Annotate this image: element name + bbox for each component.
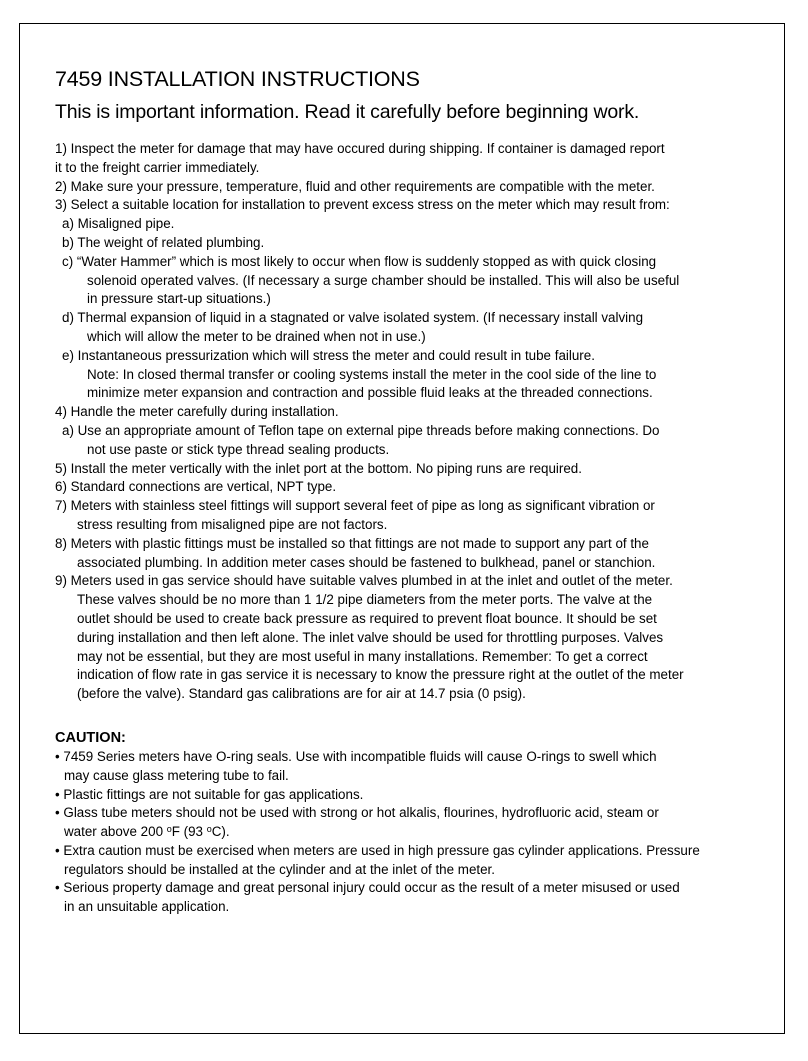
caution-text: F (93 [171,824,207,840]
step-line: associated plumbing. In addition meter cases should be fastened to bulkhead, panel or stanchion. [77,554,656,570]
caution-line: regulators should be installed at the cylinder and at the inlet of the meter. [64,861,495,877]
step-line: 7) Meters with stainless steel fittings will support several feet of pipe as long as significant vibration or [55,498,655,514]
step-line: 8) Meters with plastic fittings must be installed so that fittings are not made to support any part of the [55,535,649,551]
step-line: 5) Install the meter vertically with the inlet port at the bottom. No piping runs are required. [55,460,582,476]
step-line: 9) Meters used in gas service should have suitable valves plumbed in at the inlet and outlet of the meter. [55,573,673,589]
step-line: in pressure start-up situations.) [87,291,271,307]
caution-list [55,748,770,917]
step-line: 2) Make sure your pressure, temperature, fluid and other requirements are compatible with the meter. [55,178,655,194]
caution-line: • Extra caution must be exercised when meters are used in high pressure gas cylinder applications. Pressure [55,842,700,858]
step-line: solenoid operated valves. (If necessary a surge chamber should be installed. This will also be useful [87,272,680,288]
step-line: d) Thermal expansion of liquid in a stagnated or valve isolated system. (If necessary install valving [62,310,644,326]
step-line: a) Use an appropriate amount of Teflon tape on external pipe threads before making connections. Do [62,422,660,438]
caution-line: may cause glass metering tube to fail. [64,767,289,783]
step-line: minimize meter expansion and contraction and possible fluid leaks at the threaded connections. [87,385,653,401]
caution-line: in an unsuitable application. [64,899,230,915]
caution-line: • Serious property damage and great personal injury could occur as the result of a meter misused or used [55,880,680,896]
caution-text: C). [211,824,230,840]
caution-line: • Plastic fittings are not suitable for gas applications. [55,786,364,802]
caution-line [55,823,770,842]
step-line: 1) Inspect the meter for damage that may have occured during shipping. If container is damaged report [55,141,665,156]
step-line: outlet should be used to create back pressure as required to prevent float bounce. It should be set [77,610,657,626]
caution-line: • 7459 Series meters have O-ring seals. Use with incompatible fluids will cause O-rings to swell which [55,748,657,764]
document-page [19,23,785,1034]
caution-text: water above 200 [64,824,167,840]
step-line: b) The weight of related plumbing. [62,234,265,250]
step-line: c) “Water Hammer” which is most likely to occur when flow is suddenly stopped as with quick closing [62,253,657,269]
step-line: Note: In closed thermal transfer or cooling systems install the meter in the cool side of the line to [87,366,657,382]
step-line: it to the freight carrier immediately. [55,159,260,175]
step-line: 6) Standard connections are vertical, NPT type. [55,479,337,495]
caution-line: • Glass tube meters should not be used with strong or hot alkalis, flourines, hydrofluoric acid, steam or [55,805,659,821]
step-line: during installation and then left alone. The inlet valve should be used for throttling purposes. Valves [77,629,664,645]
step-line: 3) Select a suitable location for installation to prevent excess stress on the meter which may result from: [55,197,670,213]
document-content [55,66,770,917]
document-title: 7459 INSTALLATION INSTRUCTIONS [55,67,420,91]
step-line: indication of flow rate in gas service it is necessary to know the pressure right at the outlet of the meter [77,667,684,683]
step-line: stress resulting from misaligned pipe are not factors. [77,516,388,532]
step-line: not use paste or stick type thread sealing products. [87,441,390,457]
step-line: These valves should be no more than 1 1/2 pipe diameters from the meter ports. The valve at the [77,592,653,608]
caution-heading: CAUTION: [55,729,126,746]
degree-symbol: o [206,824,212,835]
step-line: which will allow the meter to be drained when not in use.) [87,328,426,344]
step-line: may not be essential, but they are most useful in many installations. Remember: To get a correct [77,648,648,664]
step-line: 4) Handle the meter carefully during installation. [55,404,339,420]
degree-symbol: o [166,824,172,835]
step-line: a) Misaligned pipe. [62,216,175,232]
document-subtitle: This is important information. Read it carefully before beginning work. [55,101,640,123]
step-line: (before the valve). Standard gas calibrations are for air at 14.7 psia (0 psig). [77,686,526,702]
step-line: e) Instantaneous pressurization which will stress the meter and could result in tube failure. [62,347,595,363]
instruction-steps [55,140,770,704]
